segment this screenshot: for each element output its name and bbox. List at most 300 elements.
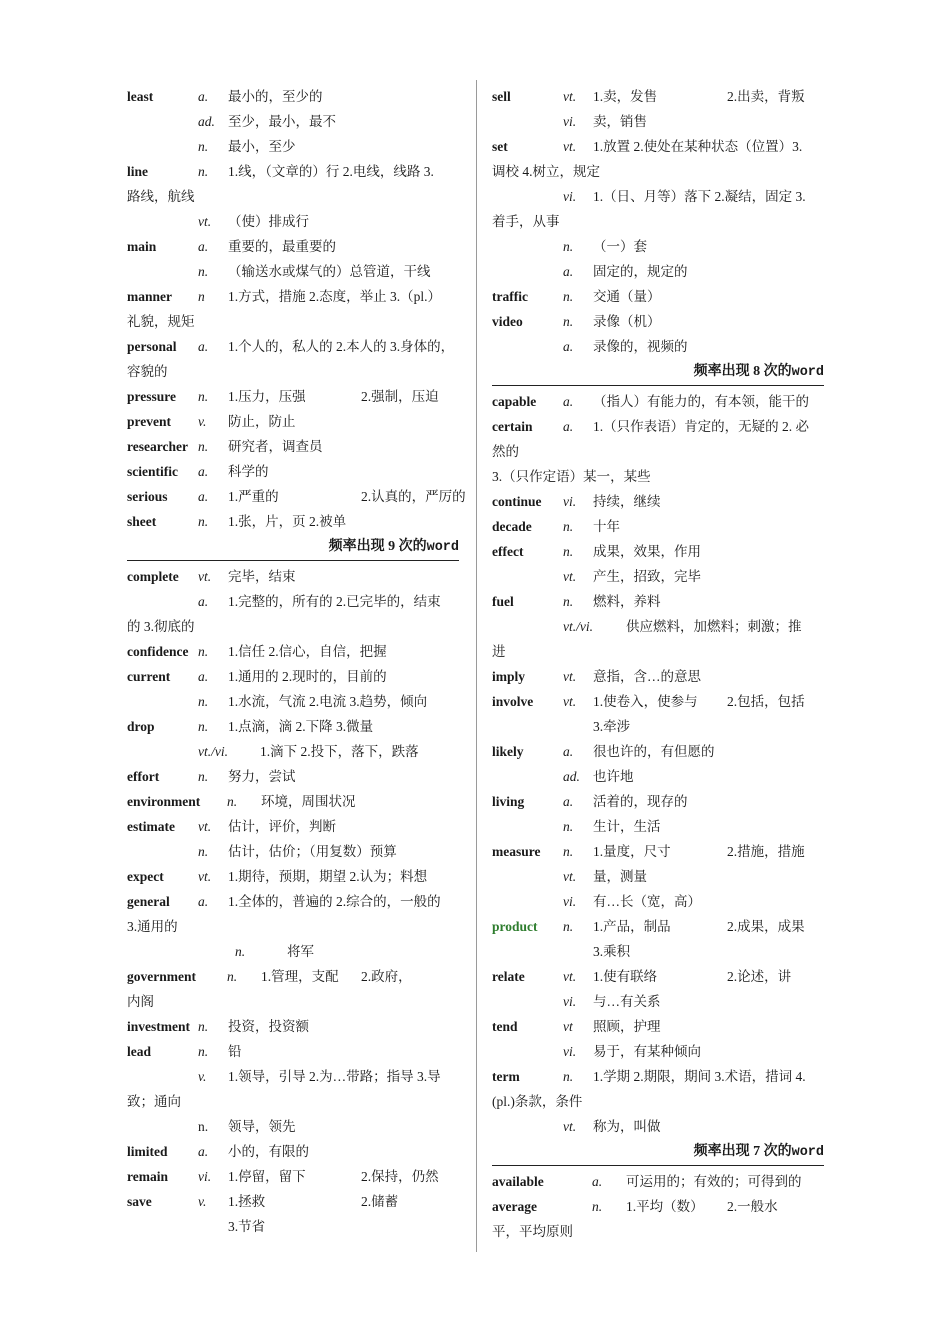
definition: 可运用的；有效的；可得到的: [626, 1174, 802, 1189]
part-of-speech: a.: [563, 339, 574, 354]
headword: video: [492, 314, 523, 329]
definition: 录像（机）: [593, 314, 661, 329]
entry-line: [127, 664, 459, 689]
definition: 1.拯救: [228, 1194, 266, 1209]
entry-line: [127, 864, 459, 889]
definition-continuation: [492, 1219, 824, 1244]
definition: 1.（日、月等）落下 2.凝结，固定 3.: [593, 189, 806, 204]
definition-continuation: [492, 159, 824, 184]
definition: 生计，生活: [593, 819, 661, 834]
definition-continuation: [492, 439, 824, 464]
entry-line: [492, 764, 824, 789]
definition: 1.量度，尺寸: [593, 844, 671, 859]
part-of-speech: n.: [198, 264, 209, 279]
entry-line: [127, 1114, 459, 1139]
headword: confidence: [127, 644, 189, 659]
part-of-speech: a.: [563, 794, 574, 809]
definition-second: 2.措施，措施: [727, 844, 805, 859]
definition: 1.张，片，页 2.被单: [228, 514, 347, 529]
continuation-text: 然的: [492, 444, 519, 459]
definition: 1.使有联络: [593, 969, 658, 984]
headword: main: [127, 239, 157, 254]
headword: government: [127, 969, 196, 984]
definition: 领导，领先: [228, 1119, 296, 1134]
headword: measure: [492, 844, 541, 859]
part-of-speech: v.: [198, 1069, 207, 1084]
entry-line: [127, 259, 459, 284]
part-of-speech: n.: [563, 1069, 574, 1084]
part-of-speech: n.: [563, 314, 574, 329]
part-of-speech: n.: [198, 139, 209, 154]
entry-line: [127, 714, 459, 739]
entry-line: [127, 964, 459, 989]
entry-line: [492, 689, 824, 714]
headword: imply: [492, 669, 526, 684]
entry-line: [492, 964, 824, 989]
part-of-speech: a.: [198, 1144, 209, 1159]
continuation-text: 的 3.彻底的: [127, 619, 195, 634]
definition: 意指，含…的意思: [593, 669, 701, 684]
continuation-text: 进: [492, 644, 506, 659]
definition: 1.全体的，普遍的 2.综合的，一般的: [228, 894, 441, 909]
definition: 3.节省: [228, 1219, 266, 1234]
part-of-speech: n.: [235, 944, 246, 959]
part-of-speech: n.: [198, 844, 209, 859]
headword: limited: [127, 1144, 168, 1159]
definition: 1.卖，发售: [593, 89, 658, 104]
entry-line: [127, 839, 459, 864]
headword: remain: [127, 1169, 168, 1184]
part-of-speech: vi.: [198, 1169, 212, 1184]
entry-line: [127, 1139, 459, 1164]
entry-line: [492, 814, 824, 839]
headword: line: [127, 164, 149, 179]
headword: estimate: [127, 819, 175, 834]
entry-line: [492, 564, 824, 589]
entry-line: [492, 84, 824, 109]
continuation-text: 容貌的: [127, 364, 168, 379]
definition: 科学的: [228, 464, 269, 479]
definition-second: 2.成果，成果: [727, 919, 805, 934]
entry-line: [492, 839, 824, 864]
part-of-speech: n.: [563, 594, 574, 609]
definition: 照顾，护理: [593, 1019, 661, 1034]
part-of-speech: vt.: [198, 569, 212, 584]
part-of-speech: a.: [198, 239, 209, 254]
headword: researcher: [127, 439, 188, 454]
definition: 1.滴下 2.投下，落下，跌落: [260, 744, 419, 759]
definition: 供应燃料，加燃料；刺激；推: [626, 619, 802, 634]
entry-line: [492, 914, 824, 939]
column-divider: [476, 80, 477, 1252]
headword: complete: [127, 569, 179, 584]
definition: 固定的，规定的: [593, 264, 688, 279]
entry-line: [492, 309, 824, 334]
entry-line: [127, 434, 459, 459]
part-of-speech: vi.: [563, 494, 577, 509]
entry-line: [127, 639, 459, 664]
entry-line: [127, 939, 459, 964]
part-of-speech: n.: [198, 719, 209, 734]
definition: 录像的，视频的: [593, 339, 688, 354]
part-of-speech: n.: [198, 644, 209, 659]
part-of-speech: vt.: [563, 694, 577, 709]
part-of-speech: vt.: [198, 869, 212, 884]
headword: fuel: [492, 594, 514, 609]
headword: least: [127, 89, 154, 104]
definition-second: 2.出卖，背叛: [727, 89, 805, 104]
part-of-speech: vt./vi.: [198, 744, 228, 759]
entry-line: [127, 1164, 459, 1189]
definition-second: 2.政府，: [361, 969, 412, 984]
part-of-speech: a.: [198, 339, 209, 354]
definition-continuation: [127, 1089, 459, 1114]
entry-line: [127, 509, 459, 534]
part-of-speech: ad.: [563, 769, 580, 784]
entry-line: [127, 764, 459, 789]
definition: 估计，评价，判断: [228, 819, 336, 834]
part-of-speech: vi.: [563, 189, 577, 204]
entry-line: [127, 889, 459, 914]
definition-continuation: [127, 614, 459, 639]
entry-line: [492, 184, 824, 209]
entry-line: [492, 714, 824, 739]
part-of-speech: vt.: [198, 819, 212, 834]
definition: 至少，最小，最不: [228, 114, 336, 129]
definition: 1.严重的: [228, 489, 279, 504]
headword: average: [492, 1199, 537, 1214]
definition: 与…有关系: [593, 994, 661, 1009]
headword: likely: [492, 744, 524, 759]
continuation-text: 路线，航线: [127, 189, 195, 204]
heading-text: 频率出现 9 次的: [328, 539, 427, 554]
part-of-speech: a.: [198, 669, 209, 684]
definition: 最小的，至少的: [228, 89, 323, 104]
part-of-speech: a.: [198, 594, 209, 609]
headword: living: [492, 794, 525, 809]
definition: 持续，继续: [593, 494, 661, 509]
definition-second: 2.强制，压迫: [361, 389, 439, 404]
definition-continuation: [492, 639, 824, 664]
definition: （一）套: [593, 239, 647, 254]
continuation-text: 致；通向: [127, 1094, 181, 1109]
part-of-speech: v.: [198, 414, 207, 429]
definition: 1.（只作表语）肯定的，无疑的 2. 必: [593, 419, 809, 434]
part-of-speech: ad.: [198, 114, 215, 129]
entry-line: [127, 1214, 459, 1239]
definition: 1.学期 2.期限，期间 3.术语，措词 4.: [593, 1069, 806, 1084]
entry-line: [127, 1064, 459, 1089]
part-of-speech: a.: [198, 489, 209, 504]
definition: 也许地: [593, 769, 634, 784]
definition-second: 2.认真的，严厉的: [361, 489, 466, 504]
definition: 研究者，调查员: [228, 439, 323, 454]
entry-line: [127, 739, 459, 764]
entry-line: [492, 1039, 824, 1064]
definition: 量，测量: [593, 869, 647, 884]
definition: 交通（量）: [593, 289, 661, 304]
entry-line: [492, 1014, 824, 1039]
headword: certain: [492, 419, 533, 434]
entry-line: [127, 109, 459, 134]
definition: 1.个人的，私人的 2.本人的 3.身体的，: [228, 339, 455, 354]
heading-text: 频率出现 8 次的: [693, 364, 792, 379]
definition: 活着的，现存的: [593, 794, 688, 809]
headword: lead: [127, 1044, 152, 1059]
definition-second: 2.储蓄: [361, 1194, 399, 1209]
definition-second: 2.论述，讲: [727, 969, 792, 984]
definition: 1.使卷入，使参与: [593, 694, 698, 709]
definition: 1.停留，留下: [228, 1169, 306, 1184]
definition: 将军: [287, 944, 314, 959]
part-of-speech: vi.: [563, 994, 577, 1009]
right-column: [492, 84, 824, 1244]
entry-line: [127, 564, 459, 589]
headword: environment: [127, 794, 201, 809]
definition: 投资，投资额: [228, 1019, 309, 1034]
headword: effort: [127, 769, 160, 784]
entry-line: [492, 134, 824, 159]
definition: 成果，效果，作用: [593, 544, 701, 559]
definition: （指人）有能力的，有本领，能干的: [593, 394, 809, 409]
entry-line: [492, 1194, 824, 1219]
definition: 1.领导，引导 2.为…带路；指导 3.导: [228, 1069, 441, 1084]
definition: 重要的，最重要的: [228, 239, 336, 254]
part-of-speech: vt./vi.: [563, 619, 593, 634]
headword: capable: [492, 394, 537, 409]
definition: 1.通用的 2.现时的，目前的: [228, 669, 387, 684]
continuation-text: 内阁: [127, 994, 154, 1009]
definition: 1.产品，制品: [593, 919, 671, 934]
part-of-speech: a.: [592, 1174, 603, 1189]
entry-line: [492, 334, 824, 359]
entry-line: [127, 209, 459, 234]
part-of-speech: vi.: [563, 1044, 577, 1059]
part-of-speech: n.: [563, 544, 574, 559]
part-of-speech: n.: [563, 819, 574, 834]
part-of-speech: vt.: [563, 1119, 577, 1134]
headword: decade: [492, 519, 532, 534]
heading-word: word: [426, 540, 459, 555]
entry-line: [127, 589, 459, 614]
heading-word: word: [791, 1145, 824, 1160]
entry-line: [127, 284, 459, 309]
definition-continuation: [127, 184, 459, 209]
part-of-speech: vi.: [563, 894, 577, 909]
continuation-text: 3.（只作定语）某一，某些: [492, 469, 651, 484]
entry-line: [492, 1114, 824, 1139]
part-of-speech: vt.: [563, 969, 577, 984]
definition-continuation: [127, 359, 459, 384]
definition: 3.乘积: [593, 944, 631, 959]
part-of-speech: v.: [198, 1194, 207, 1209]
entry-line: [127, 234, 459, 259]
headword: scientific: [127, 464, 178, 479]
part-of-speech: n.: [198, 389, 209, 404]
definition: 产生，招致，完毕: [593, 569, 701, 584]
headword: tend: [492, 1019, 518, 1034]
part-of-speech: n.: [198, 1019, 209, 1034]
definition-second: 2.包括，包括: [727, 694, 805, 709]
definition: 1.放置 2.使处在某种状态（位置）3.: [593, 139, 803, 154]
frequency-heading: [127, 534, 459, 561]
definition-continuation: [492, 209, 824, 234]
part-of-speech: vt.: [563, 869, 577, 884]
part-of-speech: n.: [198, 514, 209, 529]
entry-line: [492, 664, 824, 689]
entry-line: [127, 134, 459, 159]
definition: 1.完整的，所有的 2.已完毕的，结束: [228, 594, 441, 609]
continuation-text: 3.通用的: [127, 919, 178, 934]
definition: 1.水流，气流 2.电流 3.趋势，倾向: [228, 694, 428, 709]
part-of-speech: a.: [198, 894, 209, 909]
continuation-text: 平，平均原则: [492, 1224, 573, 1239]
headword: expect: [127, 869, 164, 884]
definition-continuation: [127, 309, 459, 334]
frequency-heading: [492, 1139, 824, 1166]
entry-line: [127, 1039, 459, 1064]
definition: 1.线，（文章的）行 2.电线，线路 3.: [228, 164, 434, 179]
definition: 1.点滴，滴 2.下降 3.微量: [228, 719, 374, 734]
headword: traffic: [492, 289, 528, 304]
definition: 1.方式，措施 2.态度，举止 3.（pl.）: [228, 289, 442, 304]
headword: available: [492, 1174, 544, 1189]
heading-text: 频率出现 7 次的: [693, 1144, 792, 1159]
headword: current: [127, 669, 171, 684]
entry-line: [492, 489, 824, 514]
entry-line: [492, 864, 824, 889]
part-of-speech: a.: [563, 419, 574, 434]
heading-word: word: [791, 365, 824, 380]
definition: 1.压力，压强: [228, 389, 306, 404]
entry-line: [127, 1189, 459, 1214]
entry-line: [127, 689, 459, 714]
part-of-speech: vt: [563, 1019, 573, 1034]
definition: 估计，估价；（用复数）预算: [228, 844, 397, 859]
entry-line: [492, 234, 824, 259]
headword: save: [127, 1194, 152, 1209]
headword: set: [492, 139, 508, 154]
part-of-speech: n: [198, 289, 205, 304]
definition: 最小，至少: [228, 139, 296, 154]
definition: （输送水或煤气的）总管道，干线: [228, 264, 431, 279]
definition: 1.期待，预期，期望 2.认为；料想: [228, 869, 428, 884]
part-of-speech: n.: [563, 239, 574, 254]
entry-line: [492, 284, 824, 309]
headword: general: [127, 894, 170, 909]
frequency-heading: [492, 359, 824, 386]
headword: term: [492, 1069, 520, 1084]
definition: 1.信任 2.信心，自信，把握: [228, 644, 387, 659]
headword: serious: [127, 489, 168, 504]
definition: 十年: [593, 519, 620, 534]
left-column: [127, 84, 466, 1239]
definition: 燃料，养料: [593, 594, 661, 609]
part-of-speech: n.: [563, 844, 574, 859]
definition: 1.管理，支配: [261, 969, 339, 984]
part-of-speech: n.: [227, 969, 238, 984]
definition: 小的，有限的: [228, 1144, 309, 1159]
part-of-speech: vt.: [563, 89, 577, 104]
definition: 铅: [228, 1044, 242, 1059]
definition-second: 2.一般水: [727, 1199, 778, 1214]
definition: 称为，叫做: [593, 1119, 661, 1134]
continuation-text: 调校 4.树立，规定: [492, 164, 600, 179]
entry-line: [127, 409, 459, 434]
continuation-text: 礼貌，规矩: [127, 314, 195, 329]
headword: drop: [127, 719, 155, 734]
headword: product: [492, 919, 538, 934]
continuation-text: 着手，从事: [492, 214, 560, 229]
part-of-speech: n.: [198, 439, 209, 454]
headword: continue: [492, 494, 542, 509]
entry-line: [492, 259, 824, 284]
definition: 防止，防止: [228, 414, 296, 429]
entry-line: [127, 484, 466, 509]
entry-line: [492, 109, 824, 134]
part-of-speech: vt.: [563, 569, 577, 584]
headword: personal: [127, 339, 177, 354]
part-of-speech: n.: [198, 1044, 209, 1059]
part-of-speech: vt.: [563, 139, 577, 154]
part-of-speech: vt.: [563, 669, 577, 684]
part-of-speech: n.: [198, 164, 209, 179]
definition: 努力，尝试: [228, 769, 296, 784]
entry-line: [492, 739, 824, 764]
entry-line: [492, 789, 824, 814]
part-of-speech: a.: [198, 464, 209, 479]
headword: prevent: [127, 414, 171, 429]
entry-line: [492, 939, 824, 964]
definition: 有…长（宽，高）: [593, 894, 701, 909]
definition: （使）排成行: [228, 214, 309, 229]
entry-line: [492, 589, 824, 614]
part-of-speech: n.: [227, 794, 238, 809]
headword: effect: [492, 544, 524, 559]
entry-line: [492, 1064, 824, 1089]
definition-continuation: [492, 1089, 824, 1114]
definition: 环境，周围状况: [261, 794, 356, 809]
part-of-speech: a.: [563, 264, 574, 279]
definition-second: 2.保持，仍然: [361, 1169, 439, 1184]
part-of-speech: a.: [563, 394, 574, 409]
definition-continuation: [127, 989, 459, 1014]
entry-line: [492, 889, 824, 914]
definition: 卖，销售: [593, 114, 647, 129]
part-of-speech: n.: [563, 289, 574, 304]
headword: sell: [492, 89, 511, 104]
definition-continuation: [492, 464, 824, 489]
entry-line: [127, 384, 459, 409]
part-of-speech: n.: [592, 1199, 603, 1214]
part-of-speech: n.: [198, 769, 209, 784]
part-of-speech: n.: [198, 694, 209, 709]
continuation-text: (pl.)条款，条件: [492, 1094, 583, 1109]
headword: sheet: [127, 514, 157, 529]
entry-line: [127, 789, 459, 814]
definition: 1.平均（数）: [626, 1199, 704, 1214]
part-of-speech: n.: [198, 1119, 209, 1134]
entry-line: [492, 539, 824, 564]
part-of-speech: a.: [198, 89, 209, 104]
part-of-speech: n.: [563, 919, 574, 934]
definition: 很也许的，有但愿的: [593, 744, 715, 759]
entry-line: [127, 159, 459, 184]
definition: 易于，有某种倾向: [593, 1044, 701, 1059]
part-of-speech: n.: [563, 519, 574, 534]
entry-line: [127, 334, 459, 359]
entry-line: [127, 1014, 459, 1039]
